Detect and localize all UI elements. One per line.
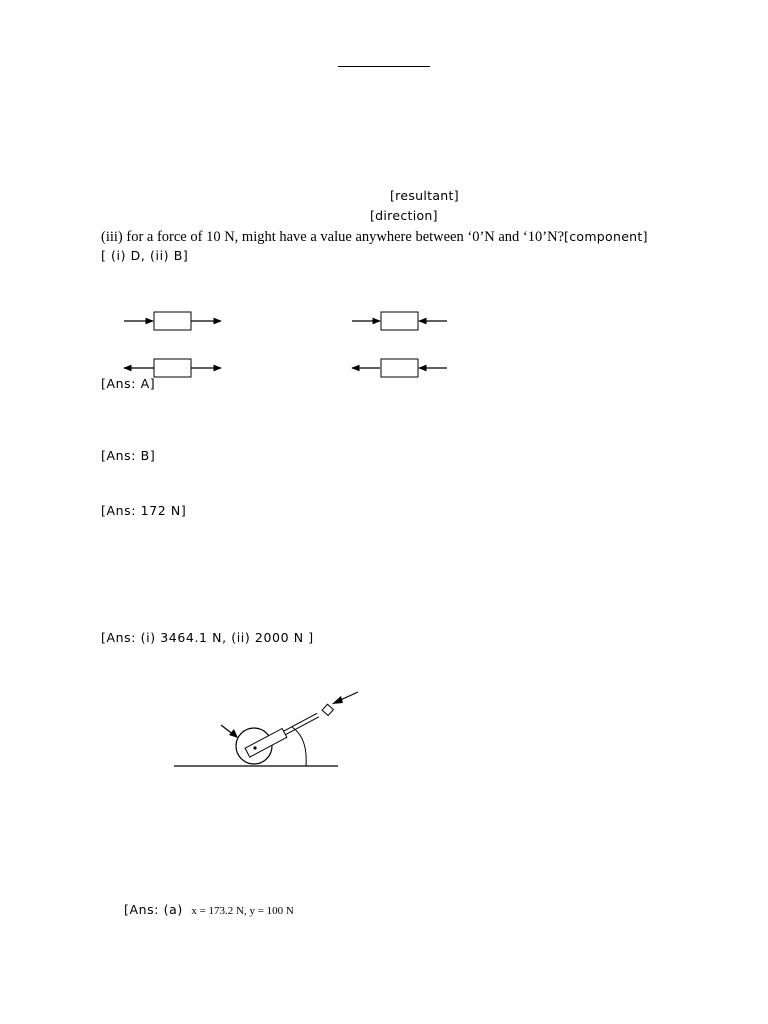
resultant-tag: [resultant]	[390, 188, 459, 203]
answer-3: [Ans: B]	[101, 448, 156, 463]
answer-6	[124, 901, 294, 919]
answer-5: [Ans: (i) 3464.1 N, (ii) 2000 N ]	[101, 630, 314, 645]
component-tag: [component]	[564, 229, 648, 244]
answer-6-prefix: [Ans: (a)	[124, 902, 183, 917]
answer-6-math: x = 173.2 N, y = 100 N	[191, 905, 294, 917]
question-iii-text: (iii) for a force of 10 N, might have a value anywhere between ‘0’N and ‘10’N?	[101, 229, 565, 245]
direction-tag: [direction]	[370, 208, 438, 223]
answer-1: [ (i) D, (ii) B]	[101, 248, 189, 263]
answer-2: [Ans: A]	[101, 376, 156, 391]
answer-4: [Ans: 172 N]	[101, 503, 187, 518]
